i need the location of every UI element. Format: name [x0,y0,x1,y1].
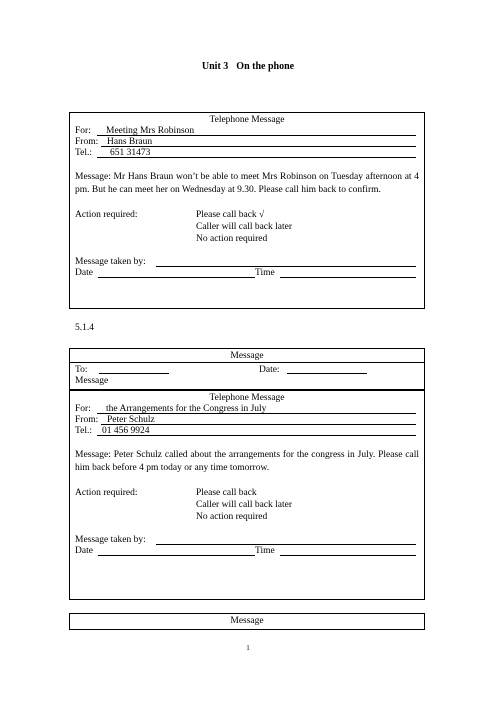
date-time-row [70,268,424,279]
date-time-row [70,546,424,557]
tel-row [70,426,424,437]
tel-value[interactable]: 01 456 9924 [102,426,150,436]
time-label: Time [255,268,275,278]
taken-by-label: Message taken by: [75,535,146,545]
message-divider [70,389,424,391]
option-will-call-back[interactable]: Caller will call back later [196,222,293,232]
date-label: Date [75,546,93,556]
message-text: Message: Peter Schulz called about the arrangements for the congress in July. Please call him back before 4 pm today or any time tomorrow. [75,450,419,473]
for-row [70,404,424,415]
action-label: Action required: [75,210,138,220]
from-row [70,415,424,426]
for-value[interactable]: the Arrangements for the Congress in July [106,404,267,414]
unit-label: Unit 3 [201,61,229,72]
form-heading: Telephone Message [209,393,285,403]
date-label: Date: [259,365,280,375]
from-label: From: [75,137,99,147]
option-will-call-back[interactable]: Caller will call back later [196,500,293,510]
tel-value[interactable]: 651 31473 [110,148,151,158]
message-text: Message: Mr Hans Braun won’t be able to meet Mrs Robinson on Tuesday afternoon at 4 pm. But he can meet her on Wednesday at 9.30. Please call him back to confirm. [75,172,419,195]
time-line[interactable] [280,555,416,556]
action-required [70,209,424,245]
message-form [69,348,425,600]
date-line[interactable] [98,277,255,278]
from-row [70,137,424,148]
taken-by-row [70,257,424,268]
message-label: Message [75,376,109,386]
to-date-row [70,363,424,376]
form-heading: Telephone Message [209,115,285,125]
action-options [196,209,292,245]
to-line[interactable] [99,373,169,374]
tel-label: Tel.: [75,426,93,436]
for-label: For: [75,126,91,136]
message-heading: Message [230,616,264,626]
option-no-action[interactable]: No action required [196,234,268,244]
time-line[interactable] [280,277,416,278]
option-call-back[interactable]: Please call back √ [196,210,265,220]
from-value[interactable]: Peter Schulz [107,415,155,425]
action-label: Action required: [75,488,138,498]
message-form-2 [69,613,425,630]
option-call-back[interactable]: Please call back [196,488,257,498]
section-label: 5.1.4 [75,323,94,333]
taken-by-row [70,535,424,546]
taken-by-line[interactable] [156,544,416,545]
tel-label: Tel.: [75,148,93,158]
from-value[interactable]: Hans Braun [107,137,153,147]
to-label: To: [75,365,88,375]
action-options [196,487,292,523]
time-label: Time [255,546,275,556]
tel-row [70,148,424,159]
for-label: For: [75,404,91,414]
date-line[interactable] [98,555,255,556]
for-row [70,126,424,137]
date-line[interactable] [287,373,367,374]
unit-topic: On the phone [236,61,295,72]
page-number: 1 [246,644,250,652]
taken-by-line[interactable] [156,266,416,267]
date-label: Date [75,268,93,278]
action-required [70,487,424,523]
for-value[interactable]: Meeting Mrs Robinson [106,126,195,136]
option-no-action[interactable]: No action required [196,512,268,522]
taken-by-label: Message taken by: [75,257,146,267]
telephone-message-form-1 [69,112,425,309]
from-label: From: [75,415,99,425]
page-title [0,61,496,72]
message-heading: Message [230,351,264,361]
